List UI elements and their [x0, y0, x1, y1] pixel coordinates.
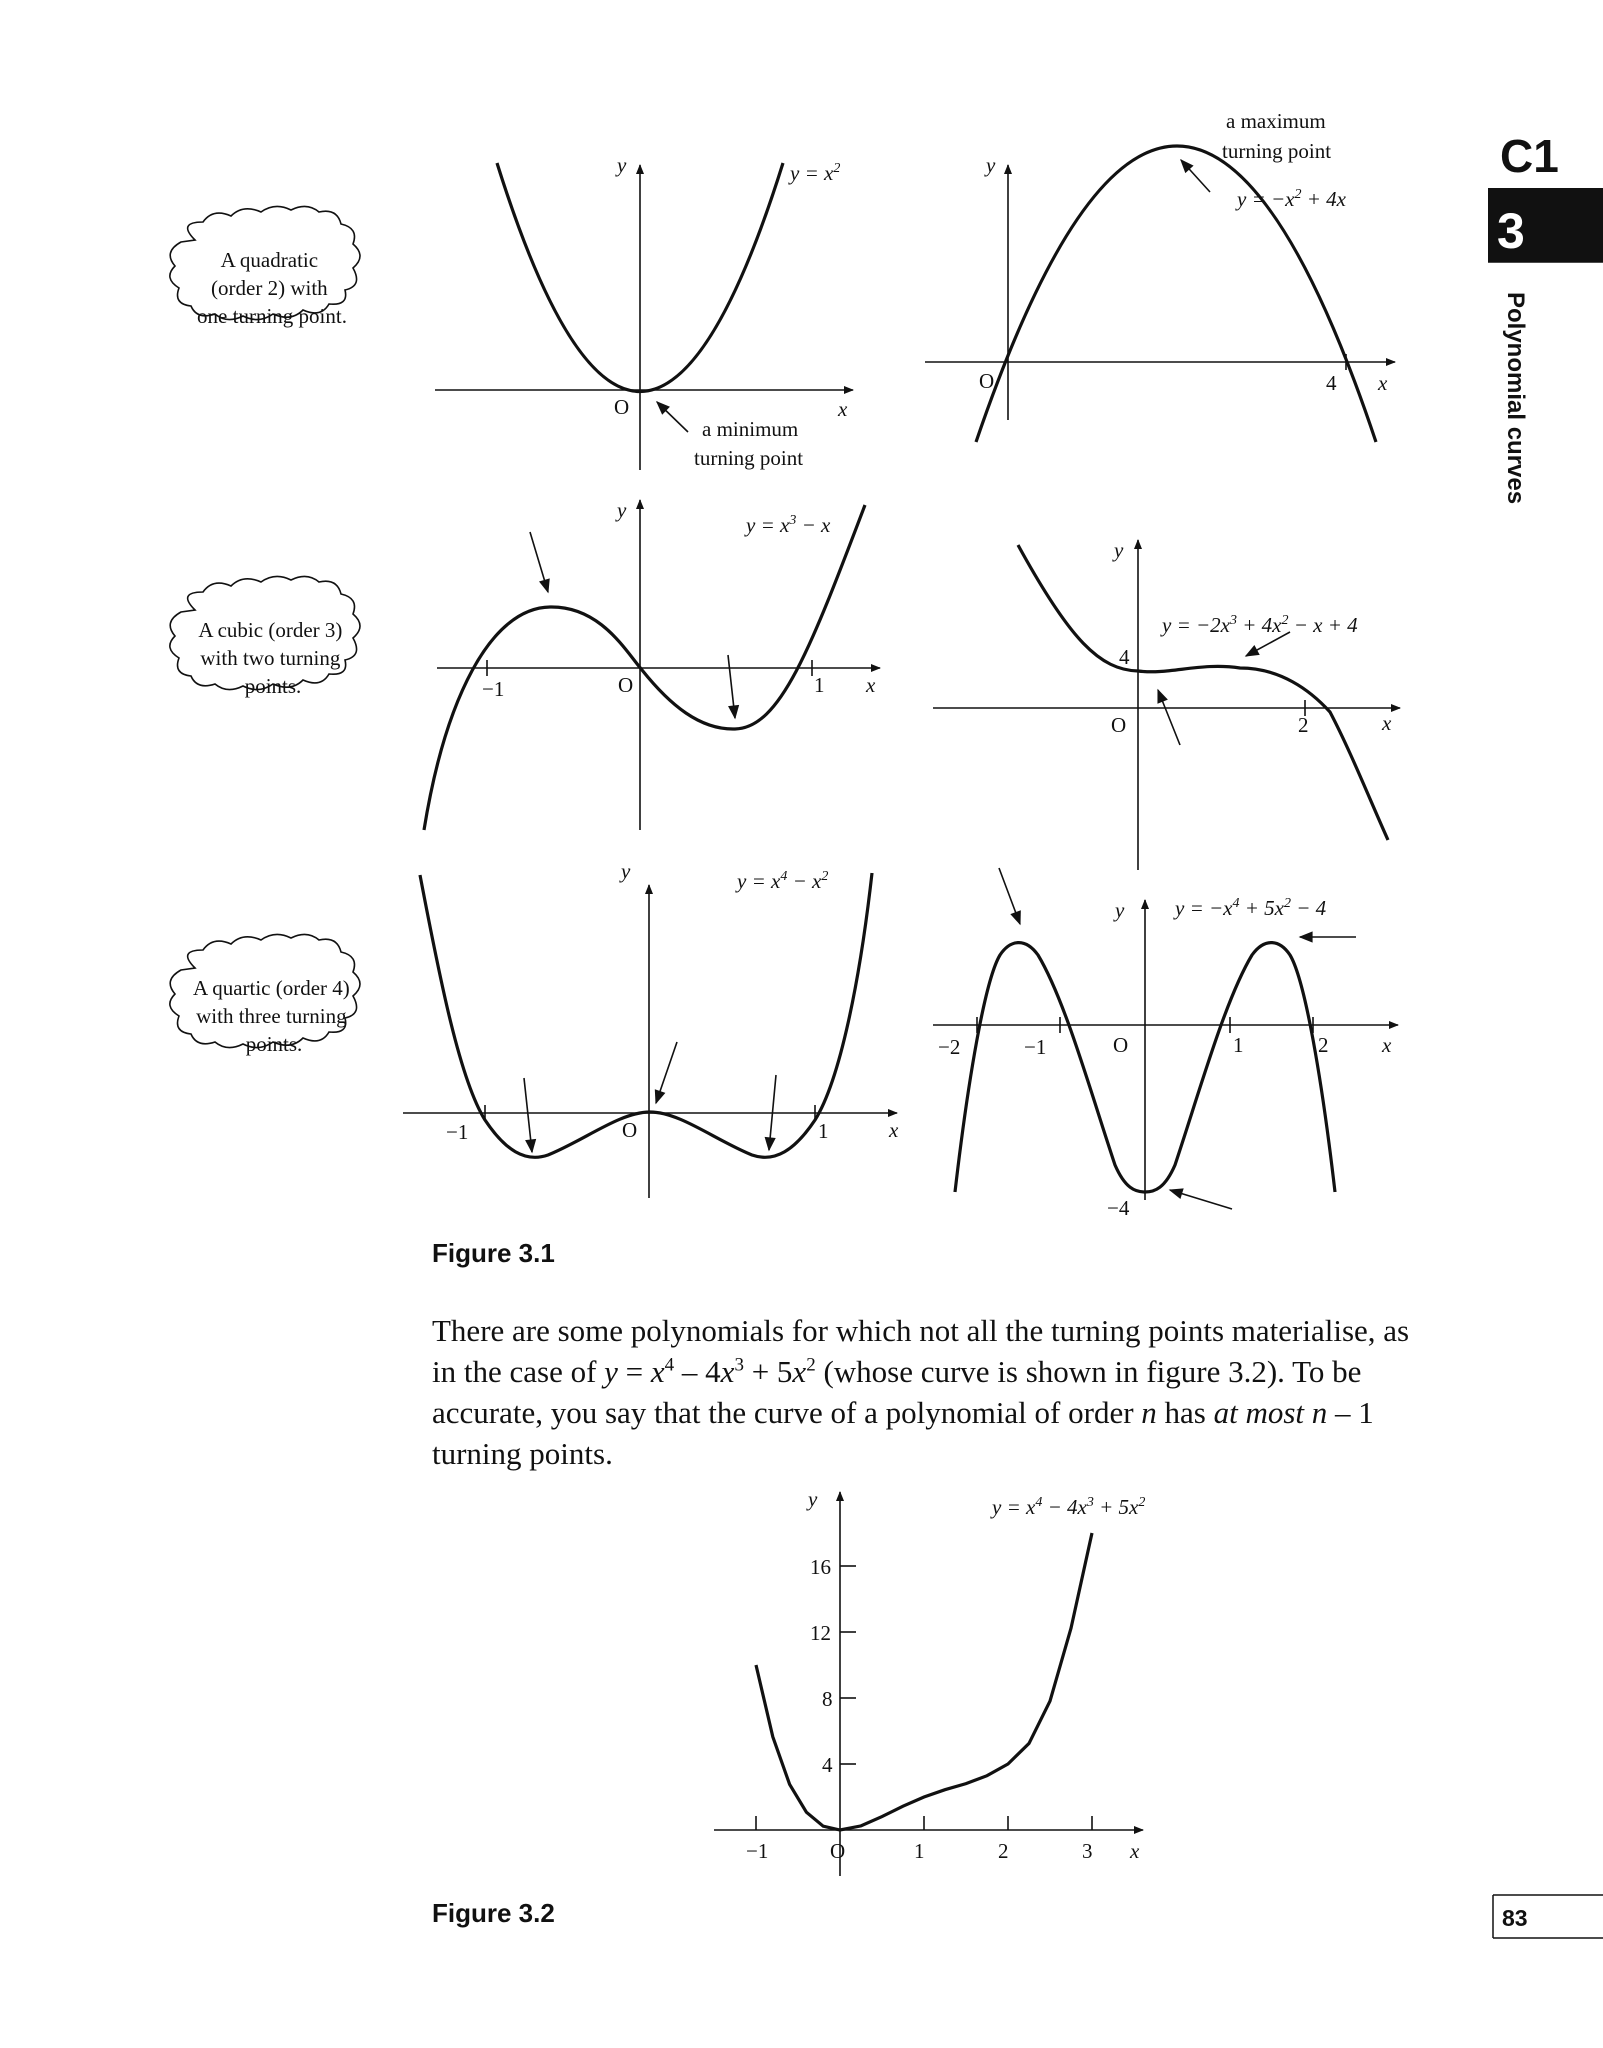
annotation-line: a minimum: [702, 417, 799, 441]
tick-label: 2: [1318, 1033, 1329, 1057]
graph-cubic-b: [933, 540, 1400, 870]
tick-label: 1: [818, 1119, 829, 1143]
tick-label: 1: [1233, 1033, 1244, 1057]
graph-cubic-a: [424, 500, 880, 830]
graph-quartic-a: [403, 873, 897, 1198]
y-axis-label: y: [808, 1487, 818, 1511]
figure-caption: Figure 3.2: [432, 1898, 555, 1928]
y-axis-label: y: [621, 859, 631, 883]
x-axis-label: x: [866, 673, 876, 697]
y-axis-label: y: [617, 498, 627, 522]
origin-label: O: [618, 673, 634, 697]
side-tab-section: 3: [1497, 203, 1525, 259]
cloud-text: A quartic (order 4) with three turning points.: [192, 976, 350, 1056]
x-tick-label: O: [830, 1839, 846, 1863]
pointer-arrow: [530, 532, 548, 592]
figure-caption: Figure 3.1: [432, 1238, 555, 1268]
pointer-arrow: [1181, 160, 1210, 192]
origin-label: O: [1113, 1033, 1129, 1057]
curve: [1018, 545, 1388, 840]
equation-label: $y = -x^4 + 5x^2 - 4$: [1175, 896, 1327, 920]
y-axis-label: y: [1114, 538, 1124, 562]
series-line: [756, 1533, 1092, 1830]
equation-label: $y = x^4 - 4x^3 + 5x^2$: [992, 1495, 1146, 1519]
x-axis-label: x: [838, 397, 848, 421]
cloud-quartic: [170, 934, 360, 1056]
annotation-line: turning point: [694, 446, 804, 470]
y-axis-label: y: [617, 153, 627, 177]
tick-label: 4: [1326, 371, 1337, 395]
y-tick-label: 4: [822, 1753, 833, 1777]
x-axis-label: x: [1378, 371, 1388, 395]
side-tab: [1488, 130, 1603, 504]
side-tab-title: Polynomial curves: [1502, 292, 1529, 505]
equation-label: $y = -x^2 + 4x$: [1237, 187, 1346, 211]
tick-label: −1: [482, 677, 505, 701]
annotation-line: turning point: [1222, 139, 1332, 163]
annotation-line: a maximum: [1226, 109, 1326, 133]
cloud-text: A quadratic (order 2) with one turning point.: [197, 248, 347, 328]
origin-label: O: [622, 1118, 638, 1142]
x-axis-label: x: [1130, 1839, 1140, 1863]
y-tick-label: 16: [810, 1555, 831, 1579]
pointer-arrow: [657, 402, 688, 432]
origin-label: O: [979, 369, 995, 393]
x-tick-label: 3: [1082, 1839, 1093, 1863]
tick-label: −1: [446, 1120, 469, 1144]
pointer-arrow: [728, 655, 735, 718]
y-axis-label: y: [986, 153, 996, 177]
curve: [420, 873, 872, 1157]
tick-label: −2: [938, 1035, 961, 1059]
cloud-text: A cubic (order 3) with two turning points.: [198, 618, 343, 698]
pointer-arrow: [1170, 1190, 1232, 1209]
origin-label: O: [614, 395, 630, 419]
pointer-arrow: [656, 1042, 677, 1103]
side-tab-chapter: C1: [1500, 130, 1559, 182]
pointer-arrow: [999, 868, 1020, 924]
page-number-box: [1493, 1895, 1603, 1938]
y-tick-label: 12: [810, 1621, 831, 1645]
equation-label: $y = -2x^3 + 4x^2 - x + 4$: [1162, 613, 1358, 637]
y-axis-label: y: [1115, 898, 1125, 922]
body-paragraph: There are some polynomials for which not all the turning points materialise, as in the case of $y = x^4 - 4x^3 + 5x^2$ (whose curve is shown in figure 3.2). To be accurate, you say that the curve of a polynomial of order n has at most n – 1 turning points.: [432, 1313, 1410, 1471]
pointer-arrow: [1158, 690, 1180, 745]
page-number: 83: [1502, 1905, 1528, 1931]
x-axis-label: x: [889, 1118, 899, 1142]
x-tick-label: 2: [998, 1839, 1009, 1863]
x-tick-label: 1: [914, 1839, 925, 1863]
equation-label: $y = x^3 - x$: [746, 513, 831, 537]
tick-label: 2: [1298, 713, 1309, 737]
tick-label: −4: [1107, 1196, 1130, 1220]
tick-label: −1: [1024, 1035, 1047, 1059]
x-axis-label: x: [1382, 1033, 1392, 1057]
x-tick-label: −1: [746, 1839, 769, 1863]
y-tick-label: 8: [822, 1687, 833, 1711]
origin-label: O: [1111, 713, 1127, 737]
equation-label: $y = x^4 - x^2$: [737, 869, 829, 893]
tick-label: 1: [814, 673, 825, 697]
cloud-cubic: [170, 576, 360, 698]
cloud-quadratic: [170, 206, 360, 328]
tick-label: 4: [1119, 645, 1130, 669]
chart-figure-3-2: [714, 1487, 1145, 1876]
pointer-arrow: [524, 1078, 532, 1152]
x-axis-label: x: [1382, 711, 1392, 735]
equation-label: $y = x^2$: [790, 161, 841, 185]
